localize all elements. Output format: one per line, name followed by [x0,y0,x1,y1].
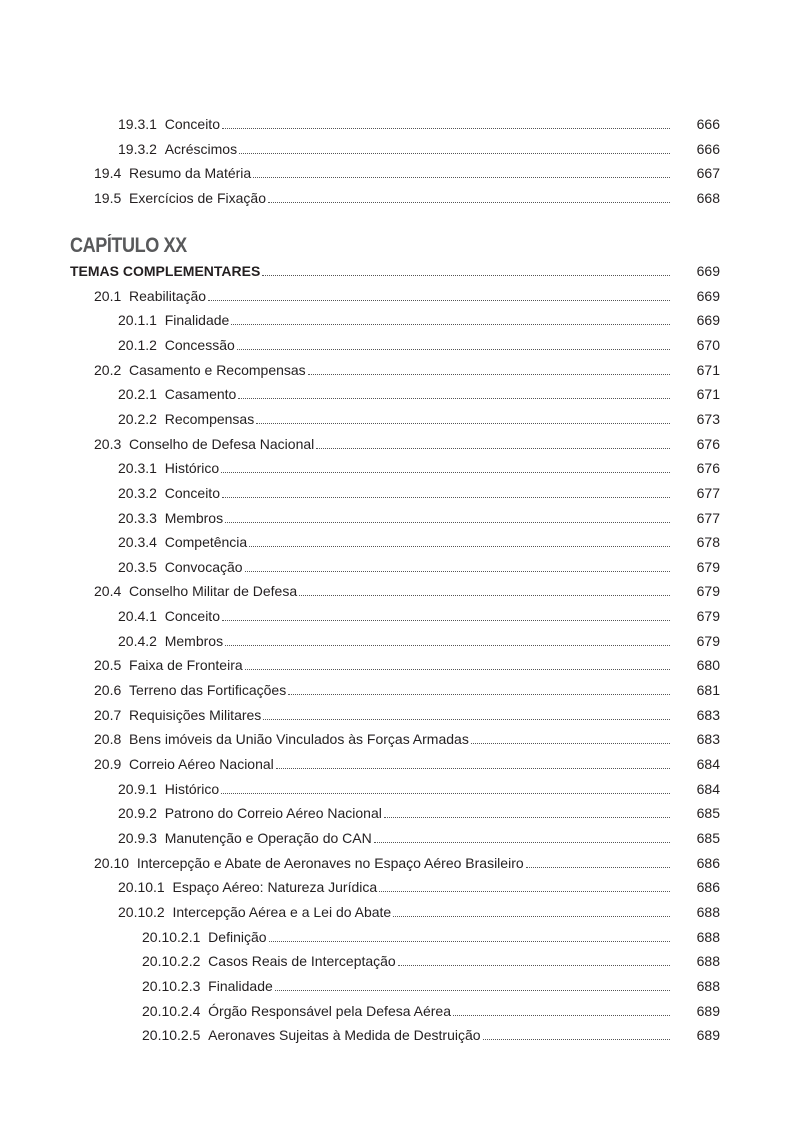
toc-entry-title [70,657,243,673]
toc-page-number: 689 [696,1002,720,1019]
toc-entry-title [70,781,219,797]
toc-page-number: 688 [696,977,720,994]
toc-entry-title [70,608,220,624]
toc-entry-title [70,165,251,181]
dot-leader [275,990,670,991]
dot-leader [245,571,670,572]
dot-leader [253,177,670,178]
toc-entry-title [70,559,243,575]
toc-entry [70,703,720,723]
toc-entry-label: Finalidade [208,977,273,994]
toc-page-number: 686 [696,854,720,871]
toc-entry [70,358,720,378]
toc-entry-label: Terreno das Fortificações [129,682,287,699]
toc-entry-title [70,116,220,132]
toc-entry-number: 20.5 [94,657,122,674]
toc-entry-title [70,929,267,945]
toc-entry-label: Competência [164,534,248,551]
dot-leader [231,324,670,325]
toc-entry-number: 19.3.2 [118,140,157,157]
dot-leader [269,941,670,942]
toc-entry-label: Intercepção e Abate de Aeronaves no Espaço Aéreo Brasileiro [136,854,524,871]
dot-leader [225,522,670,523]
toc-entry [70,801,720,821]
toc-entry-label: Acréscimos [164,140,238,157]
toc-entry [70,530,720,550]
dot-leader [263,719,670,720]
toc-entry-label: Membros [164,509,224,526]
dot-leader [249,546,670,547]
toc-page-number: 681 [696,682,720,699]
toc-page-number: 671 [696,386,720,403]
toc-entry-label: Conceito [164,116,220,132]
toc-page-number: 680 [696,657,720,674]
toc-entry-title [70,436,314,452]
toc-entry-label: Correio Aéreo Nacional [129,756,274,772]
toc-page-number: 688 [696,953,720,970]
toc-entry-label: Histórico [164,460,220,477]
toc-part-title [70,259,720,279]
toc-entry [70,851,720,871]
toc-page-number: 670 [696,336,720,353]
toc-entry-title [70,337,235,353]
toc-entry-title [70,386,236,402]
toc-entry-number: 20.10.2.2 [142,953,201,970]
toc-entry-label: Faixa de Fronteira [129,657,243,674]
toc-entry [70,629,720,649]
toc-entry-number: 20.9.1 [118,780,157,797]
toc-page-number: 669 [696,263,720,279]
toc-entry-label: Espaço Aéreo: Natureza Jurídica [172,879,378,896]
toc-entry [70,1023,720,1043]
dot-leader [256,423,670,424]
toc-entry-label: Conceito [164,608,220,625]
toc-entry-title [70,312,229,328]
toc-entry [70,481,720,501]
toc-entry-number: 20.10 [94,854,130,871]
toc-page-number: 688 [696,903,720,920]
toc-entry-number: 20.8 [94,731,122,748]
toc-entry-title [70,633,223,649]
toc-entry-label: Convocação [164,558,243,575]
toc-entry-label: Recompensas [164,410,255,427]
toc-entry-number: 19.5 [94,189,122,206]
toc-page-number: 669 [696,312,720,329]
toc-entry [70,382,720,402]
dot-leader [526,867,670,868]
dot-leader [225,645,670,646]
toc-entry-label: Conselho de Defesa Nacional [129,435,315,452]
toc-entry-label: Casamento e Recompensas [129,361,306,378]
dot-leader [374,842,670,843]
toc-entry [70,432,720,452]
toc-page-number: 688 [696,928,720,945]
toc-page-number: 689 [696,1027,720,1044]
toc-entry-number: 20.10.2.4 [142,1002,201,1019]
dot-leader [393,916,670,917]
toc-page-number: 685 [696,829,720,846]
toc-entry-label: Intercepção Aérea e a Lei do Abate [172,903,392,920]
dot-leader [471,743,670,744]
toc-entry-title [70,978,273,994]
toc-entry-title [70,855,524,871]
dot-leader [483,1039,670,1040]
toc-entry-number: 20.2 [94,361,122,378]
toc-entry-label: Aeronaves Sujeitas à Medida de Destruição [208,1027,481,1044]
toc-entry-label: Requisições Militares [129,706,262,723]
toc-entry [70,653,720,673]
toc-entry-label: Definição [208,928,267,945]
toc-entry-number: 20.1.2 [118,336,157,353]
toc-entry [70,284,720,304]
dot-leader [398,965,670,966]
toc-entry-label: Casamento [164,386,237,403]
toc-page-number: 673 [696,410,720,427]
toc-entry-title [70,805,382,821]
toc-entry [70,678,720,698]
toc-entry-title [70,534,247,550]
toc-entry-title [70,756,274,772]
toc-entry-number: 20.3.2 [118,484,157,501]
toc-page-number: 667 [696,165,720,182]
dot-leader [208,300,670,301]
toc-entry-number: 20.3.5 [118,558,157,575]
toc-entry-number: 20.3.4 [118,534,157,551]
toc-entry [70,308,720,328]
toc-page-number: 679 [696,632,720,649]
toc-entry-title [70,953,396,969]
toc-page-number: 683 [696,706,720,723]
dot-leader [308,374,670,375]
toc-entry-number: 20.4 [94,583,122,600]
toc-entry-title [70,1027,481,1043]
dot-leader [453,1015,670,1016]
toc-entry-number: 20.10.2.1 [142,928,201,945]
toc-entry-number: 20.3.3 [118,509,157,526]
toc-entry [70,974,720,994]
toc-page-number: 679 [696,608,720,625]
toc-entry-number: 20.3 [94,435,122,452]
toc-entry-number: 20.10.2 [118,903,165,920]
toc-page-number: 679 [696,583,720,600]
dot-leader [222,128,670,129]
toc-entry-label: Conselho Militar de Defesa [129,583,298,600]
toc-entry-number: 20.9 [94,756,122,772]
dot-leader [222,497,670,498]
toc-entry-title [70,190,266,206]
toc-entry-number: 20.1 [94,287,122,304]
toc-entry [70,727,720,747]
toc-entry-title [70,460,219,476]
toc-entry-title [70,731,469,747]
toc-entry-number: 20.2.2 [118,410,157,427]
toc-entry-label: Órgão Responsável pela Defesa Aérea [208,1002,451,1019]
toc-entry-title [70,707,261,723]
toc-entry-label: Resumo da Matéria [129,165,252,182]
toc-page-number: 676 [696,460,720,477]
toc-entry-label: Casos Reais de Interceptação [208,953,396,970]
toc-entry-number: 20.3.1 [118,460,157,477]
toc-entry-number: 20.10.2.5 [142,1027,201,1044]
toc-entry-number: 20.1.1 [118,312,157,329]
toc-entry-title [70,362,306,378]
toc-entry-title [70,263,260,279]
toc-entry [70,826,720,846]
toc-entry-label: Concessão [164,336,235,353]
toc-entry [70,604,720,624]
dot-leader [288,694,670,695]
toc-page-number: 676 [696,435,720,452]
dot-leader [221,793,670,794]
toc-entry-number: 20.9.3 [118,829,157,846]
dot-leader [237,349,670,350]
dot-leader [316,448,670,449]
dot-leader [238,398,670,399]
toc-entry [70,112,720,132]
toc-entry-title [70,510,223,526]
dot-leader [379,891,670,892]
toc-page-number: 671 [696,361,720,378]
toc-entry-label: Reabilitação [129,287,207,304]
toc-page-number: 686 [696,879,720,896]
toc-entry [70,777,720,797]
toc-entry-number: 20.9.2 [118,805,157,822]
toc-entry-number: 20.10.2.3 [142,977,201,994]
dot-leader [268,202,670,203]
toc-entry [70,186,720,206]
toc-entry-title [70,583,297,599]
toc-entry [70,407,720,427]
toc-entry-label: Histórico [164,780,220,797]
toc-page-number: 669 [696,287,720,304]
toc-entry-number: 20.6 [94,682,122,699]
dot-leader [384,817,670,818]
toc-entry-label: Finalidade [164,312,230,329]
toc-entry-label: Exercícios de Fixação [129,189,266,206]
toc-entry-number: 20.10.1 [118,879,165,896]
toc-entry-label: TEMAS COMPLEMENTARES [70,263,261,279]
toc-entry-title [70,682,286,698]
toc-entry-title [70,879,377,895]
toc-entry-number: 20.7 [94,706,122,723]
toc-entry [70,875,720,895]
toc-page-number: 684 [696,780,720,797]
toc-entry-number: 20.4.1 [118,608,157,625]
toc-page-number: 677 [696,484,720,501]
toc-entry-number: 19.3.1 [118,116,157,132]
toc-page-number: 685 [696,805,720,822]
dot-leader [245,669,670,670]
toc-entry [70,925,720,945]
toc-entry [70,506,720,526]
toc-entry-number: 19.4 [94,165,122,182]
toc-page-number: 666 [696,116,720,132]
dot-leader [299,595,670,596]
toc-entry-label: Manutenção e Operação do CAN [164,829,372,846]
toc-entry [70,949,720,969]
chapter-heading: CAPÍTULO XX [70,234,187,257]
toc-entry [70,137,720,157]
toc-entry-title [70,485,220,501]
dot-leader [262,275,670,276]
toc-entry [70,456,720,476]
toc-entry-number: 20.2.1 [118,386,157,403]
dot-leader [239,153,670,154]
toc-page-number: 668 [696,189,720,206]
toc-entry-title [70,1003,451,1019]
toc-entry-label: Conceito [164,484,220,501]
toc-entry-number: 20.4.2 [118,632,157,649]
toc-entry [70,555,720,575]
toc-entry [70,579,720,599]
toc-entry [70,900,720,920]
toc-page-number: 683 [696,731,720,748]
toc-page-number: 677 [696,509,720,526]
toc-entry [70,161,720,181]
toc-entry [70,999,720,1019]
toc-entry [70,333,720,353]
toc-entry-title [70,141,237,157]
dot-leader [222,620,670,621]
toc-entry-title [70,830,372,846]
toc-page-number: 679 [696,558,720,575]
toc-entry-label: Membros [164,632,224,649]
toc-entry-title [70,411,254,427]
toc-entry-title [70,288,206,304]
toc-page-number: 684 [696,756,720,772]
toc-entry [70,752,720,772]
toc-page-number: 678 [696,534,720,551]
dot-leader [221,472,670,473]
dot-leader [276,768,670,769]
toc-entry-label: Bens imóveis da União Vinculados às Forças Armadas [129,731,469,748]
toc-entry-label: Patrono do Correio Aéreo Nacional [164,805,382,822]
toc-entry-title [70,904,391,920]
toc-page-number: 666 [696,140,720,157]
